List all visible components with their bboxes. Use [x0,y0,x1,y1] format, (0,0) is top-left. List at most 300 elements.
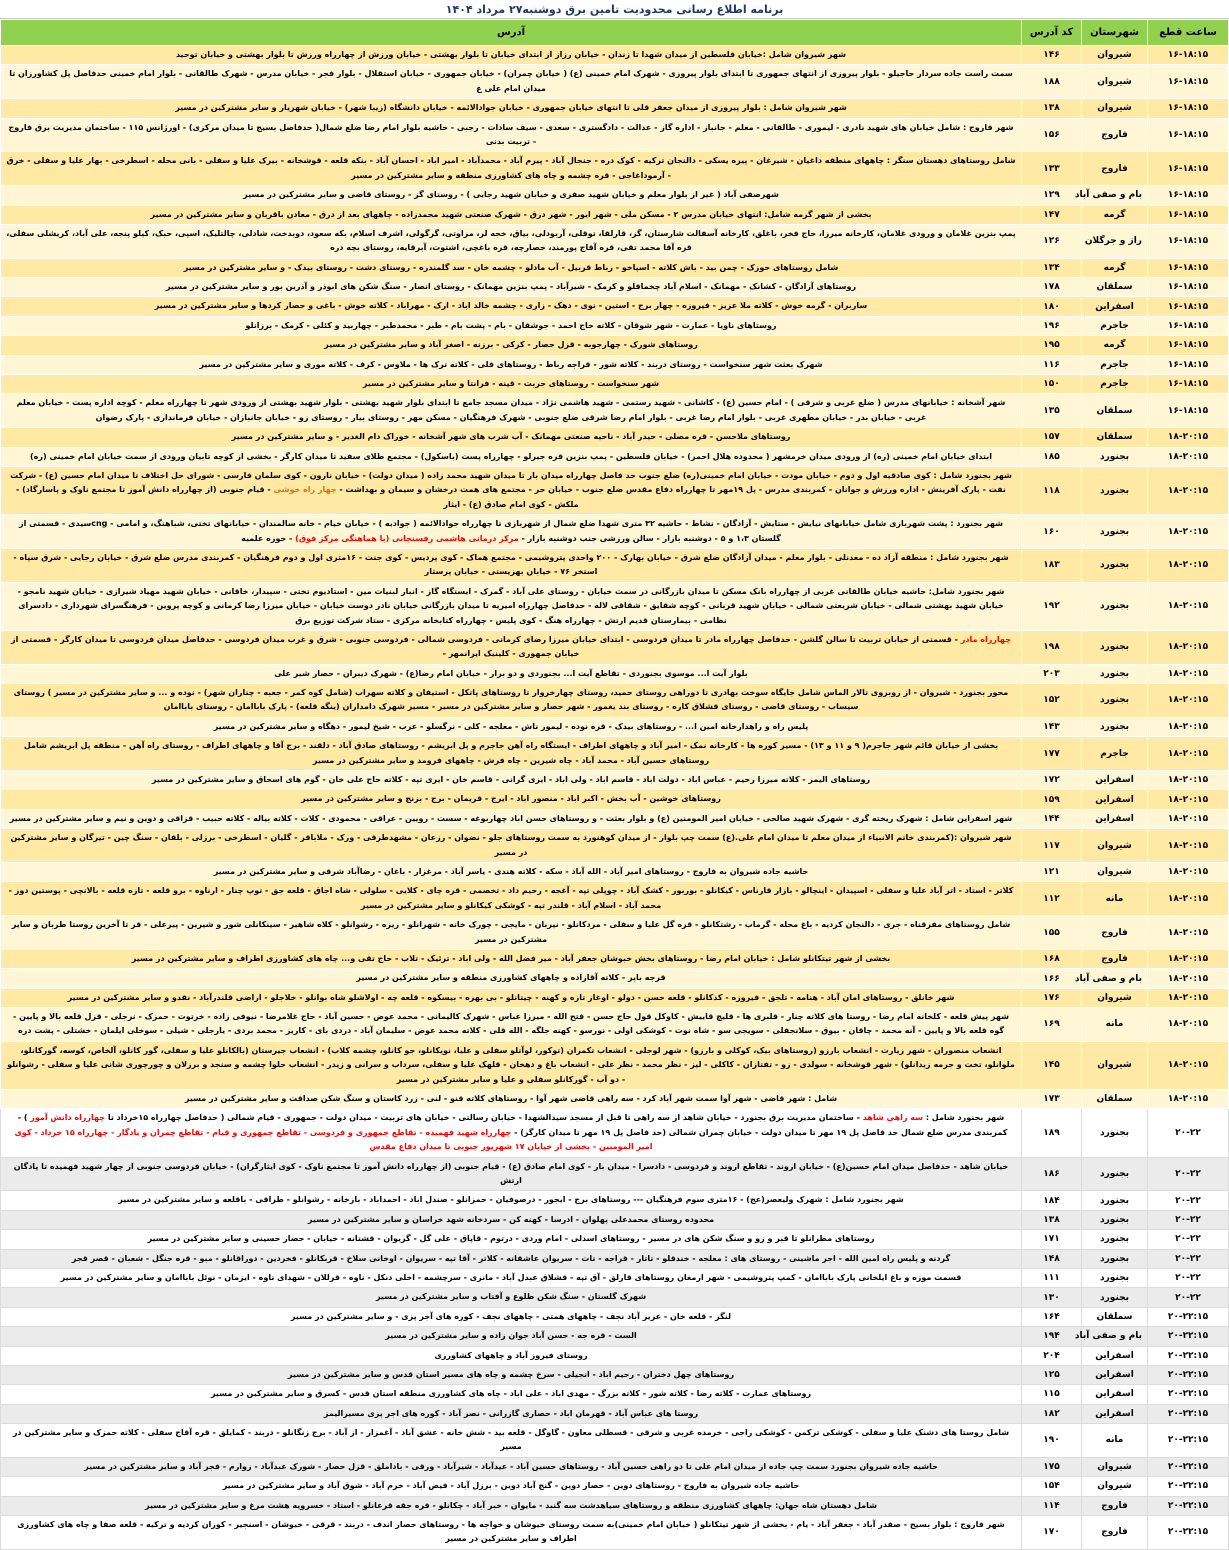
address-code-cell: ۱۶۶ [1022,969,1082,988]
address-text: شهر بجنورد : پشت شهربازی شامل خیابانهای نیایش - ستایش - آزادگان - نشاط - حاشیه ۳۲ متری شهدا ضلع شمال از شهربازی تا چهارراه جوادالائمه ( جوادیه ) - خیابان خیام - خانه سالمندان - خیابانهای تختی، شباهنگ، و امامی - cngسیدی - قسمتی از گلستان ۱،۳ و ۵ - دوشنبه بازار - سالن ورزشی جنب دوشنبه بازار - [18,519,1003,543]
address-cell [1,1477,1022,1496]
address-code-cell: ۱۹۰ [1022,1424,1082,1458]
address-text: شهر خانلق - روستاهای امان آباد - هنامه - تلجق - فیروزه - کدکانلو - قلعه حسن - دولو - اوغاز تازه و کهنه - چیتانلو - بی بهره - بیسکوه - قلعه چه - اولاشلو شاه بوانلو - خلاجلو - اراضی قلندرآباد - نقدو و سایر مشترکین در مسیر [67,992,955,1002]
table-row [1,515,1229,549]
county-cell: اسفراین [1082,1404,1148,1423]
address-code-cell: ۱۱۶ [1022,355,1082,374]
address-text: چهارراه مادر [960,634,1011,644]
county-cell: بجنورد [1082,1109,1148,1157]
outage-time-cell: ۱۶-۱۸:۱۵ [1148,99,1229,118]
outage-time-cell: ۱۸-۲۰:۱۵ [1148,1090,1229,1109]
address-text: شهر اسفراین شامل : شهرک ریخته گری - شهرک شهید صالحی - خیابان امیر المومنین (ع) و بلوار بعثت - و روستاهای حسن اباد چهاربوغه - سست - رویین - عراقی - محمودی - کلات - کلاته بیاله - کلاته حبیب - قزاقی و دوین و نیم و سایر مشترکین در مسیر [9,813,1013,823]
address-code-cell: ۲۰۳ [1022,664,1082,683]
address-code-cell: ۱۲۹ [1022,186,1082,205]
address-code-cell: ۱۹۴ [1022,1327,1082,1346]
address-cell [1,355,1022,374]
outage-schedule-table [0,19,1229,1550]
county-cell: شیروان [1082,46,1148,65]
county-cell: فاروج [1082,949,1148,968]
address-text: شامل : شهر قاضی - شهر آوا سمت شهر آباد کرد - سه راهی قاضی شهر آوا - روستاهای کلاته قنو - لنی - زرد کاستان و سنگ شکن صداقت و سایر مشترکین در مسیر [184,1094,838,1104]
outage-time-cell: ۲۰-۲۲ [1148,1249,1229,1268]
address-code-cell: ۱۱۱ [1022,1268,1082,1287]
table-row [1,1516,1229,1550]
county-cell: سملقان [1082,428,1148,447]
address-text: شهر سنخواست - روستاهای جربت - قپنه - فرانتا و سایر مشترکین در مسیر [362,379,660,389]
county-cell: مانه [1082,882,1148,916]
county-cell: جاجرم [1082,355,1148,374]
outage-time-cell: ۱۸-۲۰:۱۵ [1148,969,1229,988]
outage-time-cell: ۱۸-۲۰:۱۵ [1148,862,1229,881]
address-cell [1,882,1022,916]
address-cell [1,771,1022,790]
outage-time-cell: ۲۰-۲۲ [1148,1157,1229,1191]
county-cell: شیروان [1082,829,1148,863]
outage-time-cell: ۲۰-۲۲ [1148,1268,1229,1287]
address-text: سه راهی شاهد [862,1113,924,1123]
outage-time-cell: ۲۰-۲۲:۱۵ [1148,1327,1229,1346]
county-cell: راز و جرگلان [1082,224,1148,258]
outage-time-cell: ۱۶-۱۸:۱۵ [1148,316,1229,335]
county-cell: اسفراین [1082,809,1148,828]
outage-time-cell: ۱۶-۱۸:۱۵ [1148,394,1229,428]
outage-time-cell: ۱۸-۲۰:۱۵ [1148,1008,1229,1042]
table-row [1,99,1229,118]
address-cell [1,1516,1022,1550]
address-cell [1,428,1022,447]
county-cell: فاروج [1082,1496,1148,1515]
address-code-cell: ۱۹۶ [1022,316,1082,335]
county-cell: فاروج [1082,1516,1148,1550]
table-row [1,548,1229,582]
address-text: شهر بجنورد شامل: حاشیه خیابان طالقانی غربی از چهارراه بانک مسکن تا میدان بازرگانی در سمت خیابان - روستای علی آباد - گمرک - ایستگاه گاز - انبار لبنیات مین - استادیوم تختی - سپیدار، خاقانی - خیابان شهید مهیاد شیرازی - خیابان شهید نامجو - خیابان شهید بهشتی شمالی - خیابان شریعتی شمالی - خیابان شهید قربانی - کوچه شقایق - شقاقی لاله - حدفاصل چهارراه امیریه تا میدان بازرگانی خیابان نادر دوست خیابان - خیابان میرزا رضا کرمانی و کوچه پروین - فرهنگسرای شهرداری - دادسرای نظامی - بیمارستان قدیم ارتش - چهارراه هنگ - کوی پلیس - چهارراه کتابخانه مرکزی - ستاد شرکت توزیع برق [17,586,1005,625]
address-code-cell: ۱۱۸ [1022,466,1082,514]
address-text: ساربران - گرمه خوش - کلاته ملا عزیز - فیروزه - چهار برج - استین - نوی - دهک - زاری - چشمه خالد اباد - ارک - مهراباد - کلاته خوش - باغی و حصار کردها و سایر مشترکین در مسیر [154,301,868,311]
address-code-cell: ۱۱۵ [1022,1385,1082,1404]
outage-time-cell: ۲۰-۲۲:۱۵ [1148,1404,1229,1423]
column-header-address-code: کد آدرس [1022,20,1082,46]
outage-time-cell: ۱۸-۲۰:۱۵ [1148,949,1229,968]
address-cell [1,988,1022,1007]
table-row [1,1424,1229,1458]
address-cell [1,205,1022,224]
address-cell [1,1424,1022,1458]
county-cell: جاجرم [1082,375,1148,394]
address-cell [1,297,1022,316]
page-title: برنامه اطلاع رسانی محدودیت تامین برق دوشنبه۲۷ مرداد ۱۴۰۴ [0,0,1229,19]
address-code-cell: ۱۳۵ [1022,394,1082,428]
county-cell: شیروان [1082,65,1148,99]
table-row [1,1090,1229,1109]
county-cell: اسفراین [1082,771,1148,790]
address-code-cell: ۱۹۲ [1022,582,1082,630]
county-cell: اسفراین [1082,790,1148,809]
address-cell [1,1249,1022,1268]
address-code-cell: ۱۸۸ [1022,65,1082,99]
county-cell: شیروان [1082,862,1148,881]
address-text: روستاهای آزادگان - کشانک - مهمانک - اسلام آباد چخماقلو و کرمک - شیرآباد - پمپ بنزین مهمانک - روستای انصار - سنگ شکن های ابوذر و آذرین بور و سایر مشترکین در مسیر [165,282,857,292]
address-cell [1,118,1022,152]
address-text: شهر بجنورد شامل : [923,1113,1005,1123]
address-text: روستاهای ناویا - عمارت - شهر شوقان - کلاته حاج احمد - جوشقان - بام - پشت بام - طبر - محمدطبر - چهاربید و کئلی - کرمک - برزانلو [245,320,777,330]
table-row [1,916,1229,950]
outage-time-cell: ۱۶-۱۸:۱۵ [1148,46,1229,65]
outage-time-cell: ۱۸-۲۰:۱۵ [1148,771,1229,790]
table-row [1,737,1229,771]
table-row [1,1008,1229,1042]
county-cell: بجنورد [1082,1210,1148,1229]
outage-time-cell: ۱۶-۱۸:۱۵ [1148,336,1229,355]
address-code-cell: ۱۷۰ [1022,1516,1082,1550]
county-cell: بجنورد [1082,466,1148,514]
address-text: ) - کمربندی مدرس ضلع شمال حد فاصل پل ۱۹ مهر تا میدان دولت - خیابان چمران شمالی (حد فاصل پل ۱۹ مهر تا میدان کارگر) - [17,1113,1008,1137]
address-text: شهر فاروج : بلوار بسیج - صفدر آباد - جعفر آباد - یام - بخشی از شهر تیتکانلو ( خیابان امام خمینی)به سمت روستای خیوشان و خواجه ها - روستاهای حصار اندف - دربند - قرقی - خیوشان - اسنجیر - کوران کردیه و ترکیه - قلعه صفا و چاه های کشاورزی اطراف و سایر مشترکین در مسیر [17,1520,1005,1544]
outage-time-cell: ۱۶-۱۸:۱۵ [1148,205,1229,224]
address-text: چهار راه خوشی [273,485,337,495]
address-code-cell: ۱۳۰ [1022,1288,1082,1307]
address-cell [1,582,1022,630]
outage-time-cell: ۲۰-۲۲ [1148,1191,1229,1210]
county-cell: بجنورد [1082,582,1148,630]
address-cell [1,336,1022,355]
outage-time-cell: ۱۶-۱۸:۱۵ [1148,224,1229,258]
county-cell: شیروان [1082,1041,1148,1089]
county-cell: بجنورد [1082,548,1148,582]
table-row [1,790,1229,809]
table-row [1,65,1229,99]
address-cell [1,1230,1022,1249]
address-code-cell: ۱۶۹ [1022,1008,1082,1042]
address-text: شهر شیروان شامل : بلوار پیروزی از میدان جعفر قلی تا انتهای خیابان جمهوری - خیابان جوادالائمه - خیابان دانشگاه (زیبا شهر) - خیابان شهریار و سایر مشترکین در مسیر [175,103,847,113]
outage-time-cell: ۲۰-۲۲ [1148,1288,1229,1307]
address-cell [1,316,1022,335]
county-cell: شیروان [1082,99,1148,118]
address-text: شامل دهستان شاه جهان: چاههای کشاورزی منطقه و روستاهای سیاهدشت سه گنبد - مایوان - خبر آباد - چکانلو - قره جقه قرعانلو - استاد - خسرویه هشت مرغ و سایر مشترکین در مسیر [145,1500,877,1510]
address-cell [1,515,1022,549]
address-code-cell: ۱۵۲ [1022,684,1082,718]
outage-time-cell: ۱۸-۲۰:۱۵ [1148,809,1229,828]
address-cell [1,1496,1022,1515]
table-row [1,582,1229,630]
outage-time-cell: ۲۰-۲۲:۱۵ [1148,1457,1229,1476]
outage-time-cell: ۱۶-۱۸:۱۵ [1148,258,1229,277]
address-text: - ساختمان مدیریت برق بجنورد - خیابان شاهد از سه راهی تا قبل از مسجد سیدالشهدا - خیابان رسالتی - خیابان های تربیت - میدان دولت - جمهوری - قیام شمالی ( حدفاصل چهارراه ۱۵خرداد تا [105,1113,863,1123]
table-row [1,297,1229,316]
address-text: - قیام جنوبی (از چهارراه دانش آموز تا مجتمع ناوک و پاسارگاد) - ملکش - کوی امام صادق (ع) - ایثار [16,485,579,509]
table-row [1,278,1229,297]
address-cell [1,829,1022,863]
address-cell [1,1268,1022,1287]
outage-time-cell: ۲۰-۲۲:۱۵ [1148,1365,1229,1384]
outage-time-cell: ۱۸-۲۰:۱۵ [1148,447,1229,466]
address-code-cell: ۱۷۱ [1022,1230,1082,1249]
address-code-cell: ۱۸۴ [1022,1191,1082,1210]
address-code-cell: ۱۹۵ [1022,336,1082,355]
address-code-cell: ۱۵۴ [1022,1477,1082,1496]
address-cell [1,46,1022,65]
table-row [1,224,1229,258]
table-row [1,717,1229,736]
county-cell: سملقان [1082,394,1148,428]
address-code-cell: ۱۴۶ [1022,46,1082,65]
address-text: شهر پیش قلعه - کلخانه امام رضا - روستا های کلاته چنار - قلبری ها - قلیچ قاییش - کاوکل قول حاج حسن - فتح الله - میرزا عباس - شهرک کالیمانی - محمد عوض - حسین آباد - حاج غلامرضا - نیوفی زاده - خرتوت - حمزک - نرجلی - قزل قلعه بالا و پایین - گوه قلعه بالا و پایین - آنه محمد - چاقان - بیوق - سلانجفلی - سویجی سو - شاه نوت - کوشکی اولی - نورسو - کهنه جلگه - الله قلی - کلاته محمد عوض - سلیمان آباد - دردی بای - کاریز - محمد بردی - یارجلی - شیلی - سوخلی ایلمان - خشتلی - پشت دره [13,1012,1009,1036]
table-row [1,1496,1229,1515]
table-row [1,809,1229,828]
address-code-cell: ۱۲۱ [1022,862,1082,881]
table-row [1,118,1229,152]
address-code-cell: ۱۷۵ [1022,1457,1082,1476]
address-code-cell: ۱۶۴ [1022,1307,1082,1326]
outage-time-cell: ۲۰-۲۲ [1148,1210,1229,1229]
address-code-cell: ۱۸۹ [1022,1109,1082,1157]
county-cell: بجنورد [1082,664,1148,683]
address-text: شهر فاروج : شامل خیابان های شهید نادری - لیموری - طالقانی - معلم - جانباز - اداره گاز - عدالت - دادگستری - سعدی - سیف سادات - رجبی - حاشیه بلوار امام رضا ضلع شمال( حدفاصل بسیج تا میدان مرکزی) - اورژانس ۱۱۵ - ساختمان مدیریت برق فاروج - تربیت بدنی [8,122,1014,146]
table-row [1,969,1229,988]
address-cell [1,916,1022,950]
address-text: کلاتر - استاد - اتر آباد علیا و سفلی - اسپیدان - اینچالو - بازار قارناس - کیکانلو - بوربور - کشک آباد - چوپلی تپه - آغجه - رحیم داد - تخصمی - قره چای - کلایی - سلولی - شاه اجاق - قلعه جق - توپ چنار - ارناوه - برو قلعه - تازه قلعه - بالانچی - پوستین دوز - محمد آباد - اسلام آباد - قلندر تپه - کوشکی کیکانلو و سایر مشترکین در مسیر [8,886,1014,910]
address-text: شهر بجنورد شامل : شهرک ولیعصر(عج) - ۱۶متری سوم فرهنگیان --- روستاهای برج - ایجور - درصوفیان - حمزانلو - صندل اباد - احمداباد - بازخانه - رشوانلو - طراقی - باقلعه و سایر مشترکین در مسیر [118,1195,904,1205]
address-text: انشعاب منصوران - شهر زیارت - انشعاب بارزو (روستاهای بیک، کوکلی و بارزو) - شهر لوجلی - انشعاب تکمران (توکور، لوآتلو سفلی و علیا، نویکانلو، جو کانلو، چشمه کلاب) - انشعاب جیرستان (بالکانلو علیا و سفلی، گور کانلو، آلخاص، کوسه، گورکانلو، ملوانلو، تخت و جرمه زیدانلو) - شهر قوشخانه - سولدی - زو - تفتازان - کاکلی - لیز - نظر محمد - نظر علی - انشعاب باغ و دهخان - قلهک علیا و سفلی، سرداب و سرانی و زیدر - انشعاب حلوا چشمه و سنجد و برزلان و چورچوری شانی علیا و سفلی - رشوانلو - دو آب - گورکانلو سفلی و علیا و سایر مشترکین در مسیر [7,1045,1015,1084]
county-cell: گرمه [1082,336,1148,355]
address-cell [1,1404,1022,1423]
outage-time-cell: ۱۸-۲۰:۱۵ [1148,717,1229,736]
address-code-cell: ۱۳۸ [1022,1210,1082,1229]
address-code-cell: ۱۱۴ [1022,1496,1082,1515]
outage-time-cell: ۲۰-۲۲:۱۵ [1148,1385,1229,1404]
table-row [1,1157,1229,1191]
address-code-cell: ۱۳۸ [1022,99,1082,118]
address-text: شهر شیروان شامل :خیابان فلسطین از میدان شهدا تا زندان - خیابان رزاز از ابتدای خیابان تا بلوار بهشتی - خیابان ورزش از چهارراه ورزش تا بلوار بهشتی و خیابان توحید [175,50,847,59]
address-text: پمپ بنزین غلامان و ورودی غلامان، کارخانه میرزا، حاج فخر، باغلق، کارخانه آسفالت شارستان، گز، قارلقا، توقلی، آربودلی، بیاق، خجه لر، مراوتی، گرگولی، اشرف اسلام، بکه سعود، دوبدخت، شادلی، چالتلیک، اسپی، حبک، کیلو پنجه، علی آباد، کریشلی سفلی، قره آقا محمد تقی، قره آقاج پورمند، حصارچه، قره باغچی، اشتوت، آبرقایه، روستای بچه دره [6,228,1016,253]
table-row [1,1404,1229,1423]
address-code-cell: ۱۷۶ [1022,988,1082,1007]
address-cell [1,278,1022,297]
address-cell [1,684,1022,718]
address-cell [1,1191,1022,1210]
address-text: پلیس راه و راهدارخانه امین ا... - روستاهای بیدک - قره نوده - لیمور ناش - معلجه - کلی - نرگسلو - عرب - شیخ لیمور - دهگاه و سایر مشترکین در مسیر [213,721,809,731]
address-text: بخشی از خیابان قائم شهر جاجرم( ۹ و ۱۱ و ۱۳) - مسیر کوره ها - کارخانه نمک - امیر آباد و چاههای اطراف - ایستگاه راه آهن جاجرم و پل ابریشم - روستاهای صادق آباد - دلقند - برج آقا و چاههای اطراف - روستای راه آهن - منطقه پل ابریشم شامل روستاهای حسین آباد - محمد آباد - چاه شیرین - چاه فرش - چاههای فرومد و سایر مشترکین در مسیر [23,741,999,765]
address-text: شهرک گلستان - سنگ شکن طلوع و آفتاب و سایر مشترکین در مسیر [375,1292,647,1302]
address-code-cell: ۱۵۹ [1022,790,1082,809]
address-cell [1,1041,1022,1089]
county-cell: بجنورد [1082,1268,1148,1287]
column-header-outage-time: ساعت قطع [1148,20,1229,46]
table-row [1,152,1229,186]
address-text: - حوزه علمیه [241,533,296,543]
county-cell: سملقان [1082,1090,1148,1109]
address-code-cell: ۱۴۸ [1022,1249,1082,1268]
table-row [1,46,1229,65]
address-text: شامل روستاهای دهستان سنگر : چاههای منطقه داغیان - شیرغان - پیره یسکی - دالنجان ترکیه - کوک دره - جنجال آباد - پیرم آباد - محمدآباد - امیر اباد - احسان آباد - بنکه قلعه - قوشخانه - بیرک علیا و سفلی - بانی محله - اسطرخی - بهار علیا و سفلی - خرق - آرموداغاجی - قره چشمه و چاه های کشاورزی منطقه و سایر مشترکین در مسیر [6,156,1016,180]
county-cell: شیروان [1082,1477,1148,1496]
address-code-cell: ۱۶۰ [1022,515,1082,549]
outage-time-cell: ۱۸-۲۰:۱۵ [1148,515,1229,549]
table-row [1,988,1229,1007]
address-cell [1,1457,1022,1476]
address-code-cell: ۱۵۵ [1022,916,1082,950]
outage-time-cell: ۱۸-۲۰:۱۵ [1148,630,1229,664]
address-text: حاشیه جاده شیروان بجنورد سمت چپ جاده از میدان امام علی تا دو راهی حسین آباد - روستاهای حسین آباد - عیدآباد - شیرآباد - ورقی - باداملق - قزل حصار - شورک عبدآباد - زوارم - فجر آباد و سایر مشترکین در مسیر [84,1461,938,1471]
address-code-cell: ۱۷۷ [1022,737,1082,771]
address-cell [1,862,1022,881]
outage-time-cell: ۱۸-۲۰:۱۵ [1148,882,1229,916]
outage-time-cell: ۲۰-۲۲:۱۵ [1148,1424,1229,1458]
county-cell: بجنورد [1082,515,1148,549]
outage-time-cell: ۱۶-۱۸:۱۵ [1148,278,1229,297]
address-cell [1,790,1022,809]
table-row [1,1477,1229,1496]
county-cell: مانه [1082,1008,1148,1042]
county-cell: بجنورد [1082,1288,1148,1307]
address-cell [1,394,1022,428]
table-row [1,949,1229,968]
county-cell: مانه [1082,1424,1148,1458]
address-cell [1,375,1022,394]
address-text: ابتدای خیابان امام خمینی (ره) از ورودی میدان خرمشهر ( محدوده هلال احمر) - خیابان فلسطین - پمپ بنزین قره جیرلو - چهارراه پست (باسکول) - مجتمع طلای سفید تا میدان کارگر - بخشی از کوچه تابیان ورودی از سمت خیابان امام خمینی (ره) [30,451,992,461]
county-cell: سملقان [1082,278,1148,297]
address-code-cell: ۱۴۷ [1022,205,1082,224]
outage-time-cell: ۱۸-۲۰:۱۵ [1148,1041,1229,1089]
address-text: شهر بجنورد شامل : کوی صادقیه اول و دوم - خیابان مودت - خیابان امام خمینی(ره) ضلع جنوب حد فاصل چهارراه میدان بار تا میدان شهید محمد زاده ( میدان دولت) - خیابان نارون - کوی سلمان فارسی - شورای حل اختلاف تا میدان امام حسین (ع) - شرکت نفت - پارک آفرینش - اداره ورزش و جوانان - کمربندی مدرس - پل ۱۹مهر تا چهارراه دفاع مقدس ضلع جنوب - خیابان حر - مجتمع های همت درخشان و سیمان و بهداشت - [10,470,1012,495]
table-row [1,1365,1229,1384]
county-cell: فاروج [1082,118,1148,152]
outage-time-cell: ۱۶-۱۸:۱۵ [1148,355,1229,374]
address-cell [1,1346,1022,1365]
column-header-address: آدرس [1,20,1022,46]
table-row [1,1191,1229,1210]
address-text: محور بجنورد - شیروان - از روبروی تالار الماس شامل جایگاه سوخت بهادری تا دوراهی روستای حمید، روستای چهارخروار تا روستاهای پاتکل - استیفان و کلاته سهراب (شامل کوه کمر - جعبه - چناران شهر) - نوده و ... و سایر مشترکین در مسیر ) روستای سیساب - روستای قاضی - روستای قشلاق کاره - روستای بند یغمور - شهر حصار و سایر مشترکین در مسیر - مسیر شهرک دامداران (ینگه قلعه) - پارک باباامان - روستای باباامان [13,688,1009,712]
address-code-cell: ۱۳۳ [1022,152,1082,186]
outage-time-cell: ۱۸-۲۰:۱۵ [1148,466,1229,514]
address-text: روستاهای خوشین - آب بخش - اکبر اباد - منصور اباد - ایرج - قریمان - برج - بزنج و سایر مشترکین در مسیر [301,794,721,804]
address-text: روستاهای مطرانلو تا قبر و زو و سنگ شکن های در مسیر - روستاهای اسدلی - امام وردی - درتوم - قاپاق - علی گل - گریوان - قشتانه - خیابان - حصار حسینی و سایر مشترکین در مسیر [147,1234,875,1244]
address-text: بخشی از شهر گرمه شامل: انتهای خیابان مدرس ۲ - مسکن ملی - شهر ایور - شهر درق - شهرک صنعتی شهید محمدزاده - چاههای بعد از درق - معادن باقربان و سایر مشترکین در مسیر [150,209,872,219]
address-code-cell: ۱۱۲ [1022,882,1082,916]
address-code-cell: ۱۵۰ [1022,375,1082,394]
address-text: حاشیه جاده شیروان به فاروج - روستاهای امیر آباد - الله آباد - سکه - کلاته هندی - یاسر آباد - مرغزار - باغان - رضاآباد شرقی و سایر مشترکین در مسیر [213,866,809,876]
county-cell: بجنورد [1082,630,1148,664]
table-row [1,862,1229,881]
address-cell [1,447,1022,466]
table-row [1,664,1229,683]
table-row [1,316,1229,335]
address-cell [1,1327,1022,1346]
table-row [1,829,1229,863]
address-code-cell: ۱۴۴ [1022,809,1082,828]
outage-time-cell: ۲۰-۲۲ [1148,1109,1229,1157]
table-row [1,205,1229,224]
column-header-county: شهرستان [1082,20,1148,46]
schedule-body [1,46,1229,1550]
county-cell: اسفراین [1082,1365,1148,1384]
address-code-cell: ۱۸۰ [1022,297,1082,316]
outage-time-cell: ۱۸-۲۰:۱۵ [1148,664,1229,683]
address-code-cell: ۱۴۵ [1022,1041,1082,1089]
county-cell: بجنورد [1082,717,1148,736]
county-cell: بجنورد [1082,447,1148,466]
outage-time-cell: ۲۰-۲۲:۱۵ [1148,1477,1229,1496]
county-cell: اسفراین [1082,297,1148,316]
outage-time-cell: ۱۶-۱۸:۱۵ [1148,186,1229,205]
outage-time-cell: ۲۰-۲۲:۱۵ [1148,1346,1229,1365]
outage-time-cell: ۲۰-۲۲:۱۵ [1148,1496,1229,1515]
county-cell: جاجرم [1082,737,1148,771]
county-cell: فاروج [1082,916,1148,950]
address-cell [1,258,1022,277]
table-row [1,771,1229,790]
address-text: شهر شیروان :(کمربندی خاتم الانبیاء از میدان معلم تا میدان امام علی.(ع) سمت چپ بلوار - از میدان کوهنورد به سمت روستاهای جلو - نضوان - رزعان - مشهدطرقی - ورک - ملاباقر - گلیان - اسطرخی - برزلی - بلقان - سنگ چین - تیرگان و سایر مشترکین در مسیر [10,833,1012,857]
table-row [1,1288,1229,1307]
address-text: روستای فیروز آباد و چاههای کشاورزی [434,1350,588,1360]
address-cell [1,1365,1022,1384]
county-cell: بام و صفی آباد [1082,1327,1148,1346]
address-code-cell: ۱۷۳ [1022,1090,1082,1109]
address-code-cell: ۲۰۴ [1022,1346,1082,1365]
address-text: شامل روستاهای مفرقناه - جری - دالنجان کردیه - باغ محله - گرماب - رشتکانلو - قره گل علیا و سفلی - مردکانلو - نیربان - مایجی - چورک خانه - شهرانلو - ریزه - رشوانلو - کلاه شاهیر - سینکانلی شور و شیرین - پیرعلی - قر تا آخرین روستا طربان و سایر مشترکین در مسیر [11,920,1011,944]
table-row [1,1230,1229,1249]
address-cell [1,224,1022,258]
county-cell: بجنورد [1082,1230,1148,1249]
address-code-cell: ۱۲۵ [1022,1365,1082,1384]
table-row [1,375,1229,394]
address-code-cell: ۱۴۳ [1022,717,1082,736]
address-code-cell: ۱۲۶ [1022,224,1082,258]
address-text: چهارراه دانش آموز [30,1113,106,1123]
address-text: شامل روستاهای حوزک - چمن بید - باش کلاته - اسپاخو - رباط قربیل - آب مادلو - چشمه خان - سد گلمندره - روستای دشت - روستای بیدک - و سایر مشترکین در مسیر [183,262,839,272]
outage-time-cell: ۱۸-۲۰:۱۵ [1148,684,1229,718]
table-row [1,355,1229,374]
address-text: - قسمتی از خیابان تربیت تا سالن گلشن - حدفاصل چهارراه مادر تا میدان فردوسی - ابتدای خیابان میرزا رضای کرمانی - فردوسی شمالی - فردوسی جنوبی - شرق و غرب میدان فردوسی - حدفاصل میدان فردوسی تا میدان کارگر - قسمتی از خیابان جمهوری - کلینیک ایرانمهر - [11,634,961,659]
address-text: شامل روستا های دشنک علیا و سفلی - کوشکی ترکمن - کوشکی راجی - خرمده غربی و شرقی - قسطلی معاون - گاوگل - قلعه بید - شش خانه - عشق آباد - آغمزار - از آباد - برج زنگانلو - دربند - کمایلق - قره آقاج سفلی - کلاته حمزک و سایر مشترکین در مسیر [12,1428,1010,1452]
table-row [1,258,1229,277]
outage-time-cell: ۱۸-۲۰:۱۵ [1148,548,1229,582]
address-cell [1,630,1022,664]
address-cell [1,1210,1022,1229]
outage-time-cell: ۱۸-۲۰:۱۵ [1148,582,1229,630]
address-code-cell: ۱۸۲ [1022,1404,1082,1423]
table-row [1,447,1229,466]
address-cell [1,1109,1022,1157]
table-row [1,684,1229,718]
table-row [1,394,1229,428]
county-cell: اسفراین [1082,1346,1148,1365]
outage-time-cell: ۱۸-۲۰:۱۵ [1148,790,1229,809]
address-text: شهرک بعثت شهر سنخواست - روستای دربند - کلاته شور - قراجه رباط - روستاهای قلی - کلاته ترک ها - ملاوس - کرف - کلاته موری و سایر مشترکین در مسیر [199,359,823,369]
table-row [1,1041,1229,1089]
address-cell [1,466,1022,514]
table-row [1,1249,1229,1268]
address-code-cell: ۱۸۵ [1022,447,1082,466]
county-cell: فاروج [1082,152,1148,186]
county-cell: گرمه [1082,258,1148,277]
county-cell: شیروان [1082,1457,1148,1476]
table-row [1,466,1229,514]
address-text: الست - قره جه - حسن آباد جوان زاده و سایر مشترکین در مسیر [385,1331,637,1341]
table-row [1,1268,1229,1287]
address-text: بخشی از شهر تیتکانلو شامل : خیابان امام رضا - روستاهای بخش خبوشان جعفر آباد - میر فضل الله - ولی اباد - ترئیک - تلاب - حاج تقی و... چاه های کشاورزی اطراف و سایر مشترکین در مسیر [131,953,891,963]
address-text: روستا های عباس آباد - قهرمان اباد - حصاری گازرانی - نصر آباد - کوره های اجر پزی مسیرالیمز [323,1408,699,1418]
county-cell: گرمه [1082,205,1148,224]
address-text: بلوار آیت ا... موسوی بجنوردی - تقاطع آیت ا... بجنوردی و دو برار - خیابان امام رضا(ع) - شهرک دیبران - حصار شیر علی [274,668,748,678]
address-cell [1,186,1022,205]
outage-time-cell: ۲۰-۲۲:۱۵ [1148,1516,1229,1550]
table-row [1,1307,1229,1326]
table-row [1,1109,1229,1157]
address-text: روستاهای چهل دختران - رحیم اباد - انجیلی - سرخ چشمه و چاه های مسیر استان قدس و سایر مشترکین در مسیر [287,1369,735,1379]
county-cell: بجنورد [1082,1191,1148,1210]
address-cell [1,1090,1022,1109]
address-text: شهرصفی آباد ( غیر از بلوار معلم و خیابان شهید صفری و خیابان شهید رجایی ) - روستای گز - روستای قاضی و سایر مشترکین در مسیر [243,190,779,200]
address-code-cell: ۱۷۲ [1022,771,1082,790]
